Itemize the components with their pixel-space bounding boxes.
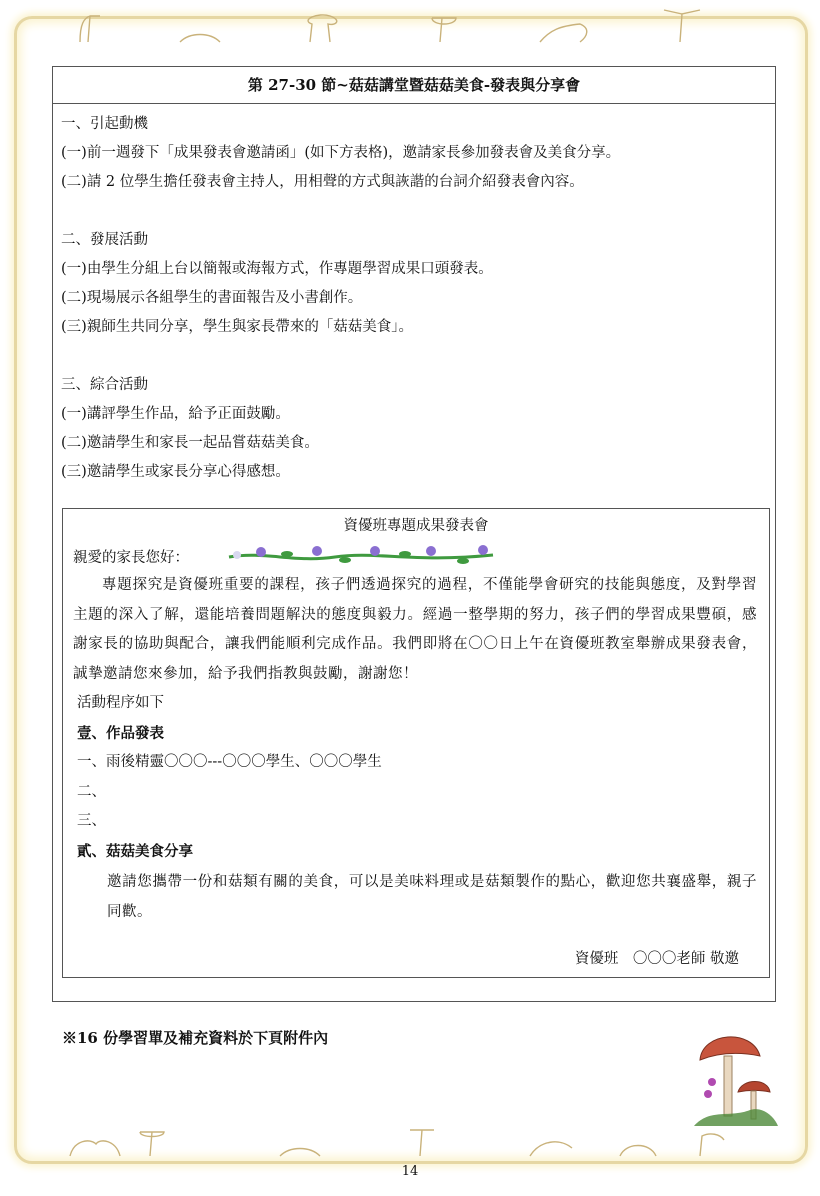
- invitation-title: 資優班專題成果發表會: [343, 518, 489, 534]
- section-item: (一)前一週發下「成果發表會邀請函」(如下方表格)，邀請家長參加發表會及美食分享。: [61, 145, 621, 161]
- mushroom-border-top-decoration: [60, 4, 760, 44]
- program-item: 一、雨後精靈〇〇〇---〇〇〇學生、〇〇〇學生: [77, 754, 382, 770]
- program-part1-heading: 壹、作品發表: [77, 724, 164, 742]
- section-item: (二)請 2 位學生擔任發表會主持人，用相聲的方式與詼諧的台詞介紹發表會內容。: [61, 174, 584, 190]
- appendix-note: ※16 份學習單及補充資料於下頁附件內: [62, 1029, 329, 1047]
- invitation-signature: 資優班 〇〇〇老師 敬邀: [574, 951, 739, 967]
- section-item: (三)親師生共同分享，學生與家長帶來的「菇菇美食」。: [61, 319, 414, 335]
- section-item: (二)現場展示各組學生的書面報告及小書創作。: [61, 290, 363, 306]
- flower-vine-decoration-icon: [225, 545, 497, 567]
- program-intro: 活動程序如下: [77, 695, 164, 711]
- lesson-body: [53, 104, 775, 487]
- section-item: (二)邀請學生和家長一起品嘗菇菇美食。: [61, 435, 319, 451]
- invitation-greeting: 親愛的家長您好：: [73, 549, 189, 566]
- mushroom-illustration-icon: [690, 1022, 780, 1132]
- section-heading: 一、引起動機: [61, 116, 148, 132]
- lesson-title: 第 27-30 節~菇菇講堂暨菇菇美食-發表與分享會: [53, 67, 775, 104]
- program-item: 三、: [77, 813, 106, 829]
- program-part2-heading: 貳、菇菇美食分享: [77, 842, 193, 860]
- section-item: (三)邀請學生或家長分享心得感想。: [61, 464, 290, 480]
- section-heading: 三、綜合活動: [61, 377, 148, 393]
- mushroom-border-bottom-decoration: [60, 1118, 760, 1158]
- section-heading: 二、發展活動: [61, 232, 148, 248]
- invitation-letter-box: [62, 508, 770, 978]
- page-number: 14: [401, 1164, 419, 1179]
- program-item: 二、: [77, 783, 106, 800]
- invitation-paragraph: 專題探究是資優班重要的課程，孩子們透過探究的過程，不僅能學會研究的技能與態度，及對學習主題的深入了解，還能培養問題解決的態度與毅力。經過一整學期的努力，孩子們的學習成果豐碩，感謝家長的協助與配合，讓我們能順利完成作品。我們即將在〇〇日上午在資優班教室舉辦成果發表會，誠摯邀請您來參加，給予我們指教與鼓勵，謝謝您！: [73, 577, 757, 682]
- section-item: (一)講評學生作品，給予正面鼓勵。: [61, 406, 290, 422]
- food-sharing-text: 邀請您攜帶一份和菇類有關的美食，可以是美味料理或是菇類製作的點心，歡迎您共襄盛舉，親子同歡。: [107, 874, 757, 920]
- section-item: (一)由學生分組上台以簡報或海報方式，作專題學習成果口頭發表。: [61, 261, 493, 277]
